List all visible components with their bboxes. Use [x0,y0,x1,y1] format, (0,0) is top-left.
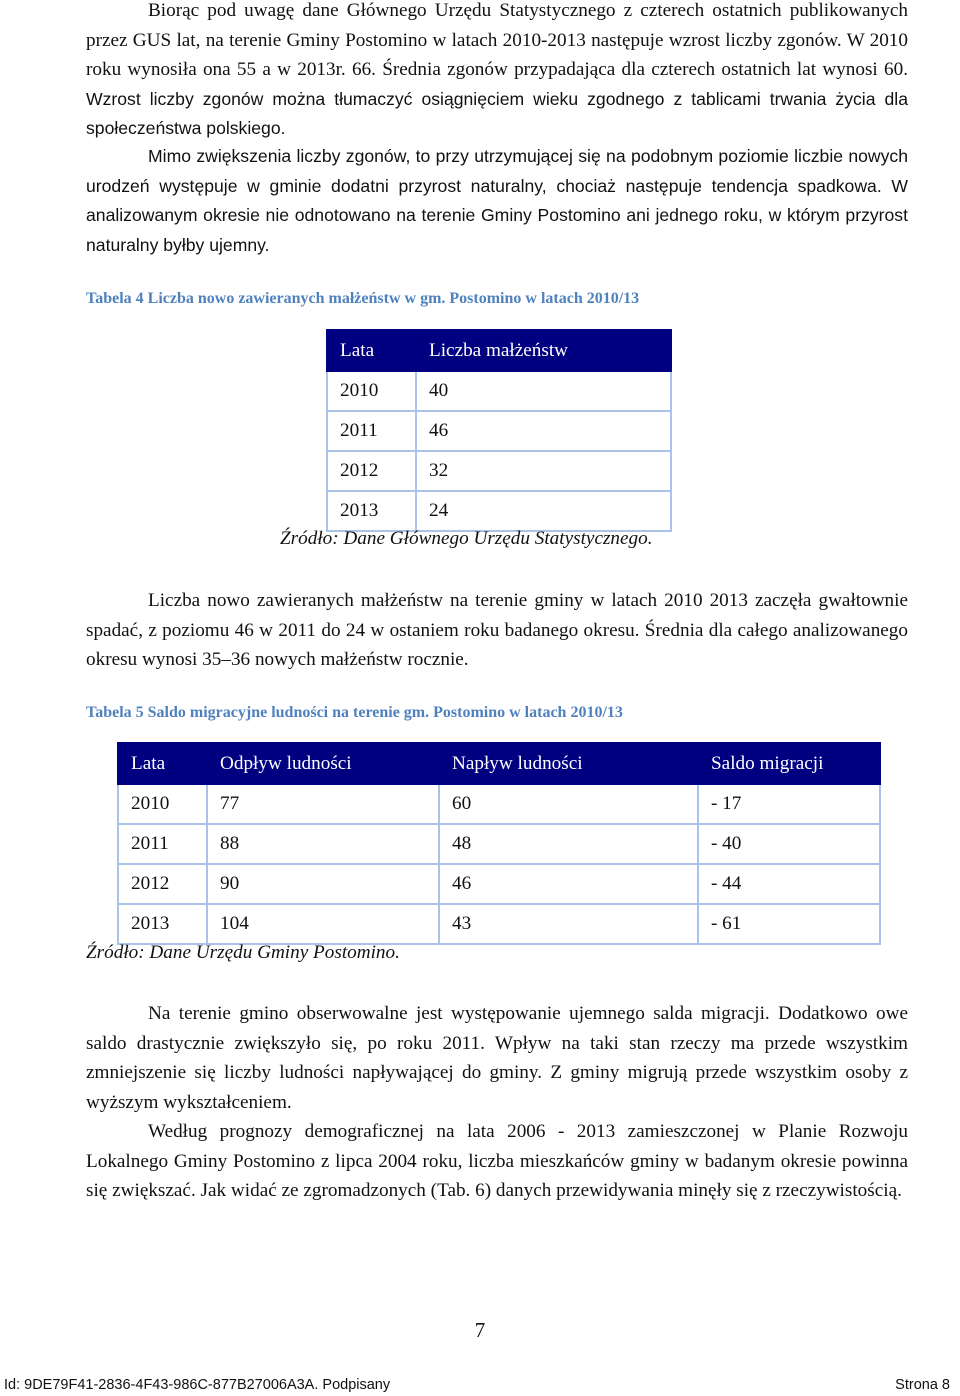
document-id-footer: Id: 9DE79F41-2836-4F43-986C-877B27006A3A. Podpisany [4,1377,391,1393]
column-header: Liczba małżeństw [416,330,671,371]
table-cell: 48 [439,824,698,864]
table-row [118,904,880,944]
table-cell: 88 [207,824,439,864]
paragraph-natural-growth: Mimo zwiększenia liczby zgonów, to przy utrzymującej się na podobnym poziomie liczbie nowych urodzeń występuje w gminie dodatni przyrost naturalny, chociaż następuje tendencja spadkowa. W analizowanym okresie nie odnotowano na terenie Gminy Postomino ani jednego roku, w którym przyrost naturalny byłby ujemny. [86,146,908,255]
column-header: Napływ ludności [439,743,698,784]
table-row [327,411,671,451]
table-cell: 90 [207,864,439,904]
table-cell: - 40 [698,824,880,864]
page-number: 7 [474,1318,486,1342]
migration-table [117,742,881,945]
table5-caption: Tabela 5 Saldo migracyjne ludności na terenie gm. Postomino w latach 2010/13 [86,704,623,721]
table4-source: Źródło: Dane Głównego Urzędu Statystycznego. [280,528,653,549]
column-header: Lata [327,330,416,371]
table4-caption: Tabela 4 Liczba nowo zawieranych małżeństw w gm. Postomino w latach 2010/13 [86,290,640,307]
page-label-footer: Strona 8 [895,1377,950,1393]
table-cell: 40 [416,371,671,411]
table-cell: 24 [416,491,671,531]
table-cell: 2010 [327,371,416,411]
table-cell: 2011 [118,824,207,864]
table-cell: 2013 [118,904,207,944]
table-header-row [327,330,671,371]
table-row [327,371,671,411]
column-header: Saldo migracji [698,743,880,784]
table-cell: 2013 [327,491,416,531]
paragraph-marriages: Liczba nowo zawieranych małżeństw na terenie gminy w latach 2010 2013 zaczęła gwałtownie spadać, z poziomu 46 w 2011 do 24 w ostaniem roku badanego okresu. Średnia dla całego analizowanego okresu wynosi 35–36 nowych małżeństw rocznie. [86,590,908,670]
table-cell: 104 [207,904,439,944]
table-cell: 43 [439,904,698,944]
table-row [118,864,880,904]
paragraph-deaths-explanation: Wzrost liczby zgonów można tłumaczyć osiągnięciem wieku zgodnego z tablicami trwania życia dla społeczeństwa polskiego. [86,88,908,138]
paragraph-forecast: Według prognozy demograficznej na lata 2006 - 2013 zamieszczonej w Planie Rozwoju Lokalnego Gminy Postomino z lipca 2004 roku, liczba mieszkańców gminy w badanym okresie powinna się zwiększać. Jak widać ze zgromadzonych (Tab. 6) danych przewidywania minęły się z rzeczywistością. [86,1121,908,1201]
table5-source: Źródło: Dane Urzędu Gminy Postomino. [86,942,400,963]
table-cell: 46 [439,864,698,904]
table-cell: 2010 [118,784,207,824]
paragraph-migration: Na terenie gmino obserwowalne jest występowanie ujemnego salda migracji. Dodatkowo owe saldo drastycznie zwiększyło się, po roku 2011. Wpływ na taki stan rzeczy ma przede wszystkim zmniejszenie się liczby ludności napływającej do gminy. Z gminy migrują przede wszystkim osoby z wyższym wykształceniem. [86,1003,908,1113]
table-cell: 2011 [327,411,416,451]
paragraph-deaths [86,0,908,144]
table-cell: 32 [416,451,671,491]
table-row [118,824,880,864]
table-row [327,451,671,491]
table-cell: 46 [416,411,671,451]
marriages-table [326,329,672,532]
table-cell: 2012 [118,864,207,904]
table-cell: - 44 [698,864,880,904]
column-header: Odpływ ludności [207,743,439,784]
table-cell: - 61 [698,904,880,944]
table-cell: 2012 [327,451,416,491]
table-cell: 77 [207,784,439,824]
table-row [327,491,671,531]
column-header: Lata [118,743,207,784]
paragraph-deaths-text: Biorąc pod uwagę dane Głównego Urzędu Statystycznego z czterech ostatnich publikowanych przez GUS lat, na terenie Gminy Postomino w latach 2010-2013 następuje wzrost liczby zgonów. W 2010 roku wynosiła ona 55 a w 2013r. 66. Średnia zgonów przypadająca dla czterech ostatnich lat wynosi 60. [86,0,908,80]
table-row [118,784,880,824]
table-header-row [118,743,880,784]
table-cell: - 17 [698,784,880,824]
table-cell: 60 [439,784,698,824]
